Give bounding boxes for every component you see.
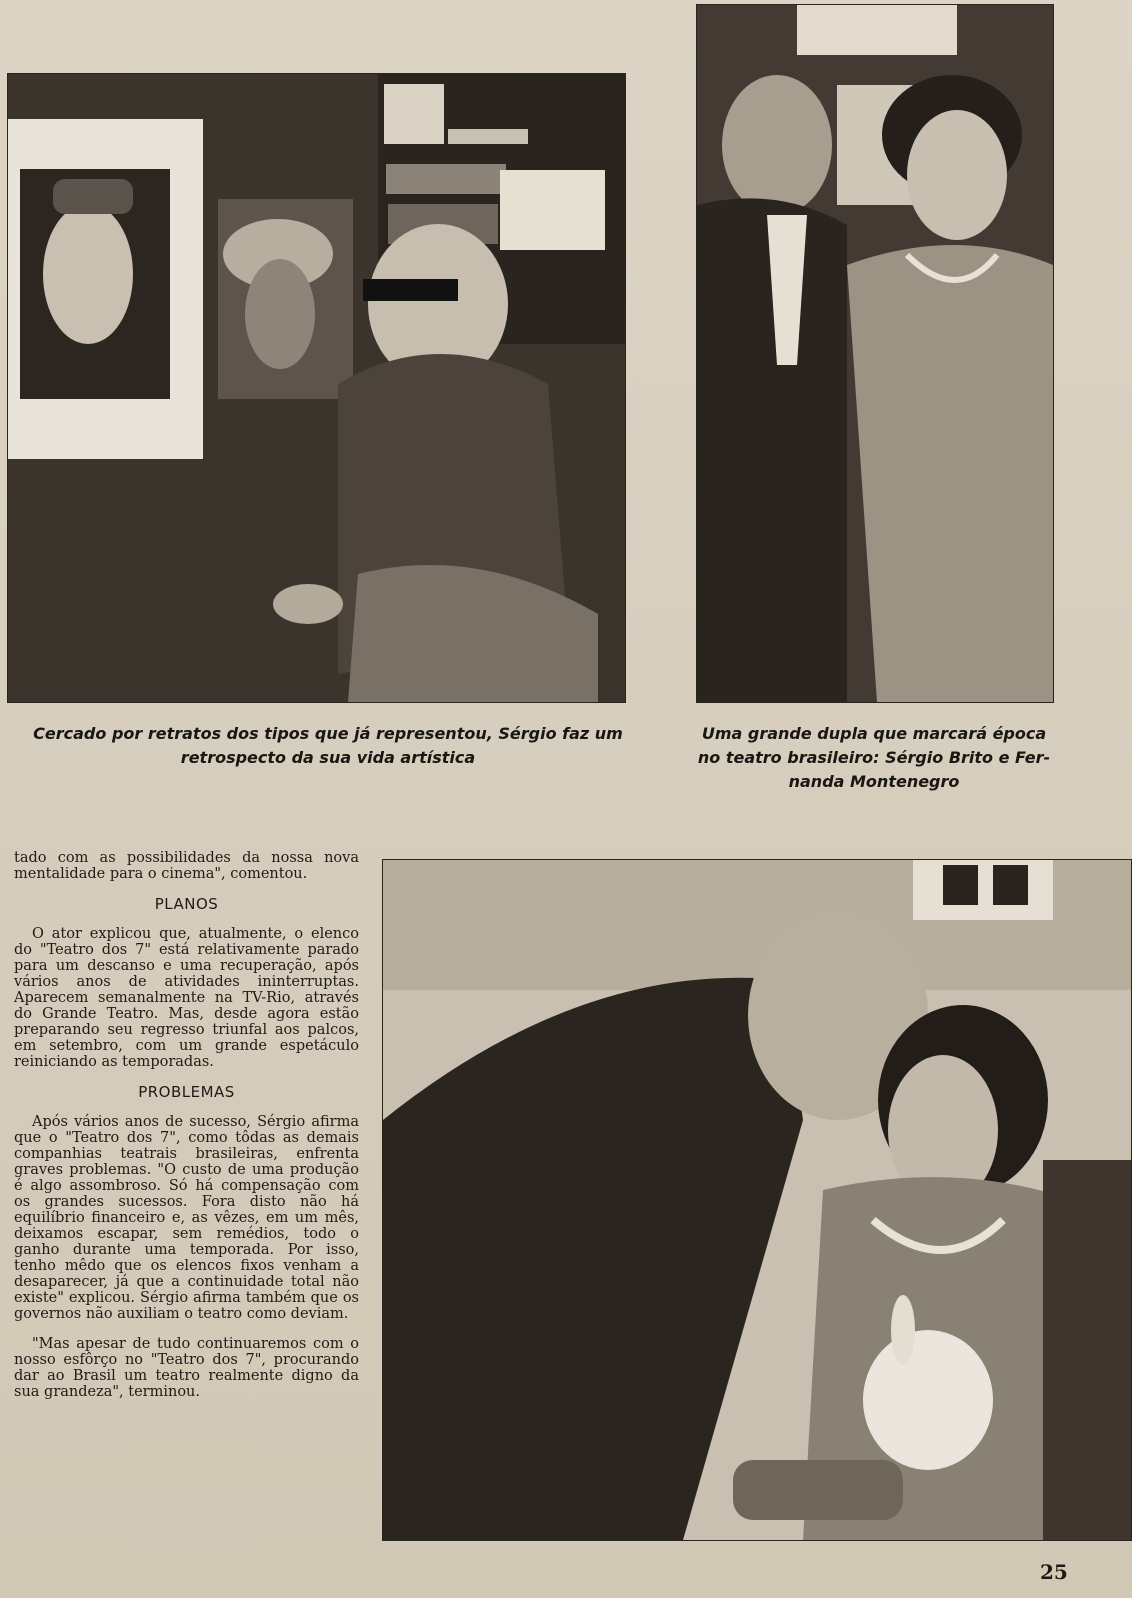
caption-top-right-line1: Uma grande dupla que marcará época — [701, 724, 1047, 743]
article-intro: tado com as possibilidades da nossa nova mentalidade para o cinema", comentou. — [14, 850, 359, 882]
photo-sergio-with-portraits — [8, 74, 625, 702]
page-number: 25 — [1040, 1560, 1068, 1584]
caption-top-left — [8, 722, 648, 770]
caption-top-left-line1: Cercado por retratos dos tipos que já representou, Sérgio faz um — [33, 724, 623, 743]
caption-top-right — [686, 722, 1062, 794]
heading-problemas: PROBLEMAS — [138, 1083, 235, 1101]
caption-top-left-line2: retrospecto da sua vida artística — [180, 748, 476, 767]
article-paragraph-planos: O ator explicou que, atualmente, o elenco do "Teatro dos 7" está relativamente parado para um descanso e uma recuperação, após vários anos de atividades ininterruptas. Aparecem semanalmente na TV-Rio, através do Grande Teatro. Mas, desde agora estão preparando seu regresso triunfal aos palcos, em setembro, com um grande espetáculo reiniciando as temporadas. — [14, 926, 359, 1070]
article-paragraph-closing: "Mas apesar de tudo continuaremos com o nosso esfôrço no "Teatro dos 7", procurando dar ao Brasil um teatro realmente digno da sua grandeza", terminou. — [14, 1336, 359, 1400]
caption-top-right-line3: nanda Montenegro — [788, 772, 960, 791]
article-paragraph-problemas: Após vários anos de sucesso, Sérgio afirma que o "Teatro dos 7", como tôdas as demais companhias teatrais brasileiras, enfrenta graves problemas. "O custo de uma produção é algo assombroso. Só há compensação com os grandes sucessos. Fora disto não há equilíbrio financeiro e, as vêzes, em um mês, deixamos escapar, sem remédios, todo o ganho durante uma temporada. Por isso, tenho mêdo que os elencos fixos venham a desaparecer, já que a continuidade total não existe" explicou. Sérgio afirma também que os governos não auxiliam o teatro como deviam. — [14, 1114, 359, 1322]
photo-couple-kiss — [383, 860, 1131, 1540]
caption-top-right-line2: no teatro brasileiro: Sérgio Brito e Fer- — [697, 748, 1051, 767]
heading-planos: PLANOS — [154, 895, 219, 913]
photo-couple-standing — [697, 5, 1053, 702]
article-column — [14, 850, 359, 1414]
